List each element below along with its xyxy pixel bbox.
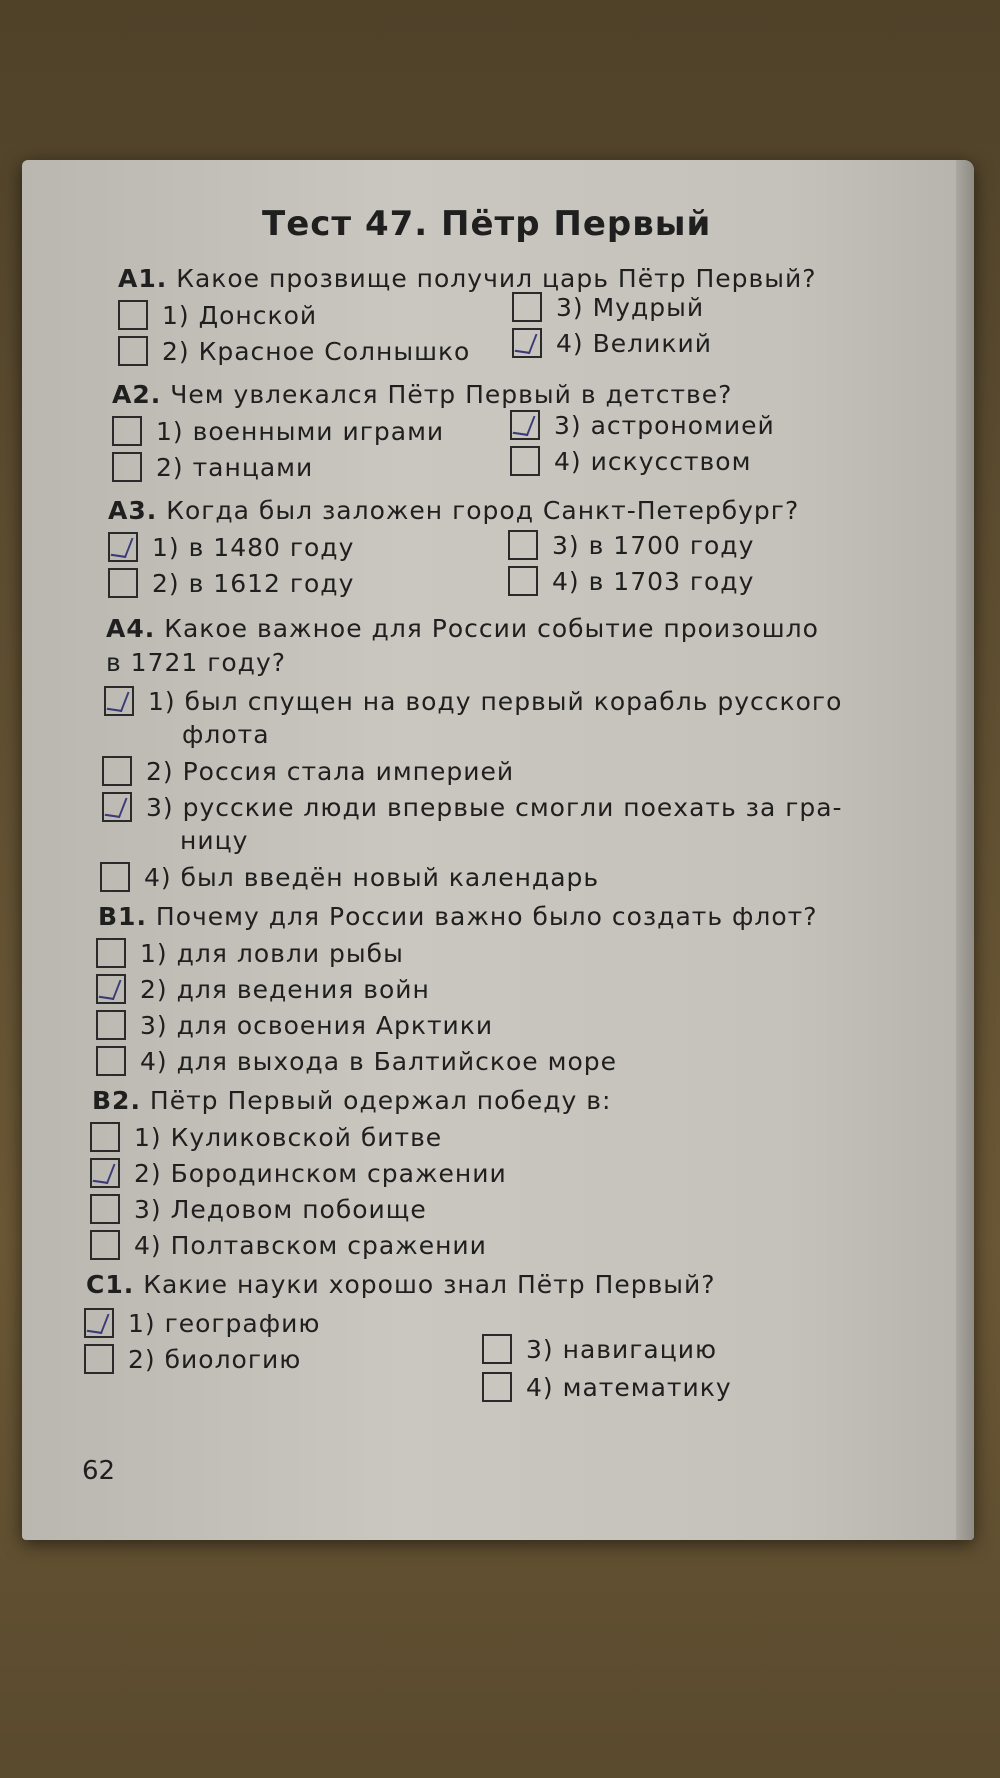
checkbox[interactable] (84, 1344, 114, 1374)
question-b1 (98, 902, 818, 931)
option-label: 3) русские люди впервые смогли поехать за гра- (146, 792, 843, 822)
page-title: Тест 47. Пётр Первый (262, 204, 712, 244)
option-a4-3[interactable] (102, 792, 843, 822)
option-label: 2) биологию (128, 1344, 302, 1374)
option-a4-1-continuation: флота (182, 720, 270, 749)
option-a1-2[interactable] (118, 336, 470, 366)
checkbox-checked[interactable] (104, 686, 134, 716)
option-label: 4) искусством (554, 446, 752, 476)
option-label: 1) географию (128, 1308, 321, 1338)
option-b1-2[interactable] (96, 974, 430, 1004)
option-label: 3) астрономией (554, 410, 775, 440)
option-label: 2) в 1612 году (152, 568, 355, 598)
option-label: 3) для освоения Арктики (140, 1010, 494, 1040)
option-a3-4[interactable] (508, 566, 754, 596)
option-label: 4) Великий (556, 328, 712, 358)
option-label: 4) математику (526, 1372, 732, 1402)
question-number: А2. (112, 380, 162, 409)
option-label: 2) танцами (156, 452, 314, 482)
option-c1-3[interactable] (482, 1334, 717, 1364)
page-spine (956, 160, 974, 1540)
question-text: Пётр Первый одержал победу в: (149, 1086, 612, 1115)
option-a4-3-continuation: ницу (180, 826, 249, 855)
option-label: 4) Полтавском сражении (134, 1230, 487, 1260)
question-a3 (108, 496, 799, 525)
option-label: 1) военными играми (156, 416, 445, 446)
option-a1-3[interactable] (512, 292, 704, 322)
checkbox-checked[interactable] (102, 792, 132, 822)
option-label: 1) Куликовской битве (134, 1122, 443, 1152)
option-label: 3) Мудрый (556, 292, 705, 322)
checkbox[interactable] (118, 300, 148, 330)
question-number: А1. (118, 264, 168, 293)
checkbox[interactable] (482, 1334, 512, 1364)
option-b2-1[interactable] (90, 1122, 442, 1152)
option-label: 3) в 1700 году (552, 530, 755, 560)
checkbox-checked[interactable] (510, 410, 540, 440)
option-a4-2[interactable] (102, 756, 514, 786)
option-label: 3) Ледовом побоище (134, 1194, 427, 1224)
question-a1 (118, 264, 817, 293)
checkbox[interactable] (96, 1046, 126, 1076)
checkbox-checked[interactable] (108, 532, 138, 562)
checkbox[interactable] (90, 1122, 120, 1152)
checkbox[interactable] (508, 566, 538, 596)
option-a2-2[interactable] (112, 452, 313, 482)
question-text: Какие науки хорошо знал Пётр Первый? (143, 1270, 716, 1299)
question-text: Какое прозвище получил царь Пётр Первый? (176, 264, 817, 293)
checkbox[interactable] (108, 568, 138, 598)
option-label: 2) Бородинском сражении (134, 1158, 507, 1188)
option-c1-4[interactable] (482, 1372, 732, 1402)
question-number: А4. (106, 614, 156, 643)
option-label: 2) Красное Солнышко (162, 336, 471, 366)
option-a3-1[interactable] (108, 532, 354, 562)
option-label: 1) Донской (162, 300, 318, 330)
option-label: 1) для ловли рыбы (140, 938, 404, 968)
checkbox[interactable] (512, 292, 542, 322)
option-a2-4[interactable] (510, 446, 751, 476)
option-a4-1[interactable] (104, 686, 842, 716)
option-label: 1) в 1480 году (152, 532, 355, 562)
question-a4-continuation: в 1721 году? (106, 648, 287, 677)
question-a2 (112, 380, 732, 409)
question-text: Почему для России важно было создать флот? (155, 902, 818, 931)
option-c1-2[interactable] (84, 1344, 301, 1374)
question-text: Когда был заложен город Санкт-Петербург? (166, 496, 800, 525)
checkbox[interactable] (508, 530, 538, 560)
checkbox[interactable] (90, 1194, 120, 1224)
option-b2-4[interactable] (90, 1230, 487, 1260)
option-label: 4) в 1703 году (552, 566, 755, 596)
question-b2 (92, 1086, 611, 1115)
option-b2-2[interactable] (90, 1158, 507, 1188)
question-c1 (86, 1270, 716, 1299)
question-text: Чем увлекался Пётр Первый в детстве? (170, 380, 733, 409)
checkbox-checked[interactable] (96, 974, 126, 1004)
option-c1-1[interactable] (84, 1308, 320, 1338)
option-label: 2) Россия стала империей (146, 756, 515, 786)
checkbox[interactable] (112, 452, 142, 482)
question-number: С1. (86, 1270, 135, 1299)
option-a1-4[interactable] (512, 328, 712, 358)
checkbox-checked[interactable] (90, 1158, 120, 1188)
checkbox[interactable] (510, 446, 540, 476)
checkbox[interactable] (482, 1372, 512, 1402)
option-label: 2) для ведения войн (140, 974, 430, 1004)
checkbox[interactable] (102, 756, 132, 786)
question-number: В1. (98, 902, 147, 931)
option-a1-1[interactable] (118, 300, 317, 330)
workbook-page (22, 160, 974, 1540)
checkbox[interactable] (96, 1010, 126, 1040)
option-label: 3) навигацию (526, 1334, 718, 1364)
checkbox[interactable] (112, 416, 142, 446)
checkbox[interactable] (118, 336, 148, 366)
checkbox[interactable] (100, 862, 130, 892)
option-label: 4) для выхода в Балтийское море (140, 1046, 618, 1076)
question-text: Какое важное для России событие произошло (164, 614, 819, 643)
checkbox[interactable] (96, 938, 126, 968)
option-a3-3[interactable] (508, 530, 754, 560)
checkbox-checked[interactable] (84, 1308, 114, 1338)
option-a2-1[interactable] (112, 416, 444, 446)
option-b1-1[interactable] (96, 938, 404, 968)
option-b1-3[interactable] (96, 1010, 493, 1040)
option-a2-3[interactable] (510, 410, 775, 440)
option-label: 4) был введён новый календарь (144, 862, 600, 892)
question-number: В2. (92, 1086, 141, 1115)
option-b1-4[interactable] (96, 1046, 617, 1076)
question-number: А3. (108, 496, 158, 525)
option-a3-2[interactable] (108, 568, 354, 598)
question-a4 (106, 614, 819, 643)
option-b2-3[interactable] (90, 1194, 427, 1224)
option-label: 1) был спущен на воду первый корабль русского (148, 686, 843, 716)
option-a4-4[interactable] (100, 862, 599, 892)
checkbox[interactable] (90, 1230, 120, 1260)
page-number: 62 (82, 1456, 116, 1486)
checkbox-checked[interactable] (512, 328, 542, 358)
